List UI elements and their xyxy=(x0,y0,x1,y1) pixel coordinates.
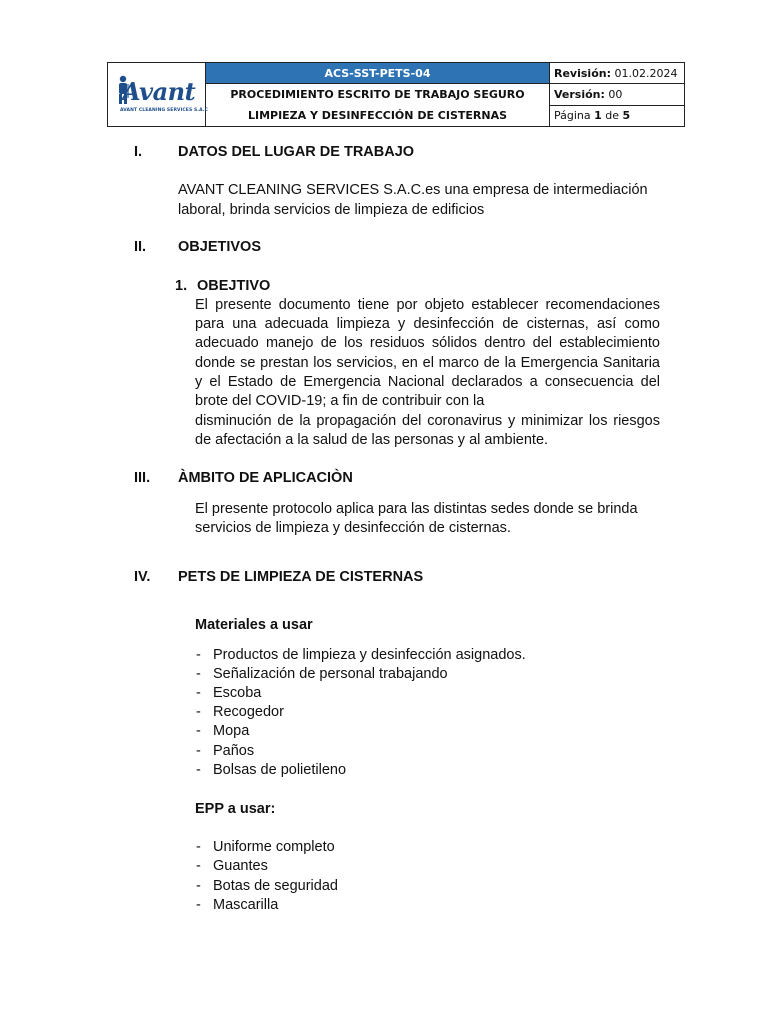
list-bullet: - xyxy=(196,858,201,874)
list-item: Escoba xyxy=(213,685,262,701)
objective-line: para una adecuada limpieza y desinfección de cisternas, así como xyxy=(195,316,660,332)
list-bullet: - xyxy=(196,647,201,663)
document-header-table xyxy=(107,62,685,127)
list-bullet: - xyxy=(196,878,201,894)
section4-title: PETS DE LIMPIEZA DE CISTERNAS xyxy=(178,569,424,585)
subsection-title: OBEJTIVO xyxy=(197,278,271,294)
objective-line: y el Estado de Emergencia Nacional declarados a consecuencia del xyxy=(195,374,660,390)
section2-number: II. xyxy=(134,239,147,255)
page-label: Página xyxy=(554,109,595,123)
version-cell xyxy=(550,84,685,106)
section3-number: III. xyxy=(134,470,151,486)
revision-label: Revisión: xyxy=(554,66,611,80)
objective-line: brote del COVID-19; a fin de contribuir con la xyxy=(195,393,485,409)
subsection-number: 1. xyxy=(175,278,188,294)
section2-title: OBJETIVOS xyxy=(178,239,261,255)
objective-line: donde se prestan los servicios, en el marco de la Emergencia Sanitaria xyxy=(195,355,660,371)
logo-cell xyxy=(108,63,206,127)
list-bullet: - xyxy=(196,839,201,855)
list-item: Bolsas de polietileno xyxy=(213,762,347,778)
document-title-line1: PROCEDIMIENTO ESCRITO DE TRABAJO SEGURO xyxy=(230,88,525,101)
document-code: ACS-SST-PETS-04 xyxy=(206,63,550,84)
section3-text-line2: servicios de limpieza y desinfección de cisternas. xyxy=(195,520,511,536)
list-item: Botas de seguridad xyxy=(213,878,338,894)
materials-heading: Materiales a usar xyxy=(195,617,313,633)
section1-text-line2: laboral, brinda servicios de limpieza de edificios xyxy=(178,202,485,218)
logo-wordmark: Avant xyxy=(122,76,196,106)
section4-number: IV. xyxy=(134,569,151,585)
list-bullet: - xyxy=(196,666,201,682)
page-cell xyxy=(550,105,685,127)
version-value: 00 xyxy=(604,87,623,101)
list-bullet: - xyxy=(196,762,201,778)
section3-text-line1: El presente protocolo aplica para las distintas sedes donde se brinda xyxy=(195,501,638,517)
page-total: 5 xyxy=(622,109,631,123)
document-title-line2: LIMPIEZA Y DESINFECCIÓN DE CISTERNAS xyxy=(247,109,508,122)
list-bullet: - xyxy=(196,685,201,701)
page-of: de xyxy=(601,109,623,123)
page-current: 1 xyxy=(594,109,602,123)
objective-line: disminución de la propagación del coronavirus y minimizar los riesgos xyxy=(195,413,660,429)
list-item: Mopa xyxy=(213,723,250,739)
objective-line: adecuado manejo de los residuos sólidos dentro del establecimiento xyxy=(195,335,660,351)
list-bullet: - xyxy=(196,704,201,720)
logo-subtext: AVANT CLEANING SERVICES S.A.C xyxy=(120,107,208,113)
objective-line: El presente documento tiene por objeto establecer recomendaciones xyxy=(195,297,660,313)
revision-cell xyxy=(550,63,685,84)
version-label: Versión: xyxy=(554,87,605,101)
revision-value: 01.02.2024 xyxy=(610,66,678,80)
list-item: Recogedor xyxy=(213,704,284,720)
section1-number: I. xyxy=(134,144,143,160)
list-item: Guantes xyxy=(213,858,268,874)
document-title xyxy=(206,84,550,127)
list-bullet: - xyxy=(196,723,201,739)
section1-title: DATOS DEL LUGAR DE TRABAJO xyxy=(178,144,415,160)
company-logo xyxy=(108,65,208,125)
section3-title: ÀMBITO DE APLICACIÒN xyxy=(178,470,353,486)
list-bullet: - xyxy=(196,743,201,759)
epp-heading: EPP a usar: xyxy=(195,801,276,817)
section1-text-line1: AVANT CLEANING SERVICES S.A.C.es una empresa de intermediación xyxy=(178,182,648,198)
list-item: Mascarilla xyxy=(213,897,279,913)
list-item: Uniforme completo xyxy=(213,839,335,855)
list-item: Productos de limpieza y desinfección asignados. xyxy=(213,647,526,663)
list-item: Paños xyxy=(213,743,255,759)
list-bullet: - xyxy=(196,897,201,913)
objective-line: de afectación a la salud de las personas y al ambiente. xyxy=(195,432,549,448)
list-item: Señalización de personal trabajando xyxy=(213,666,448,682)
